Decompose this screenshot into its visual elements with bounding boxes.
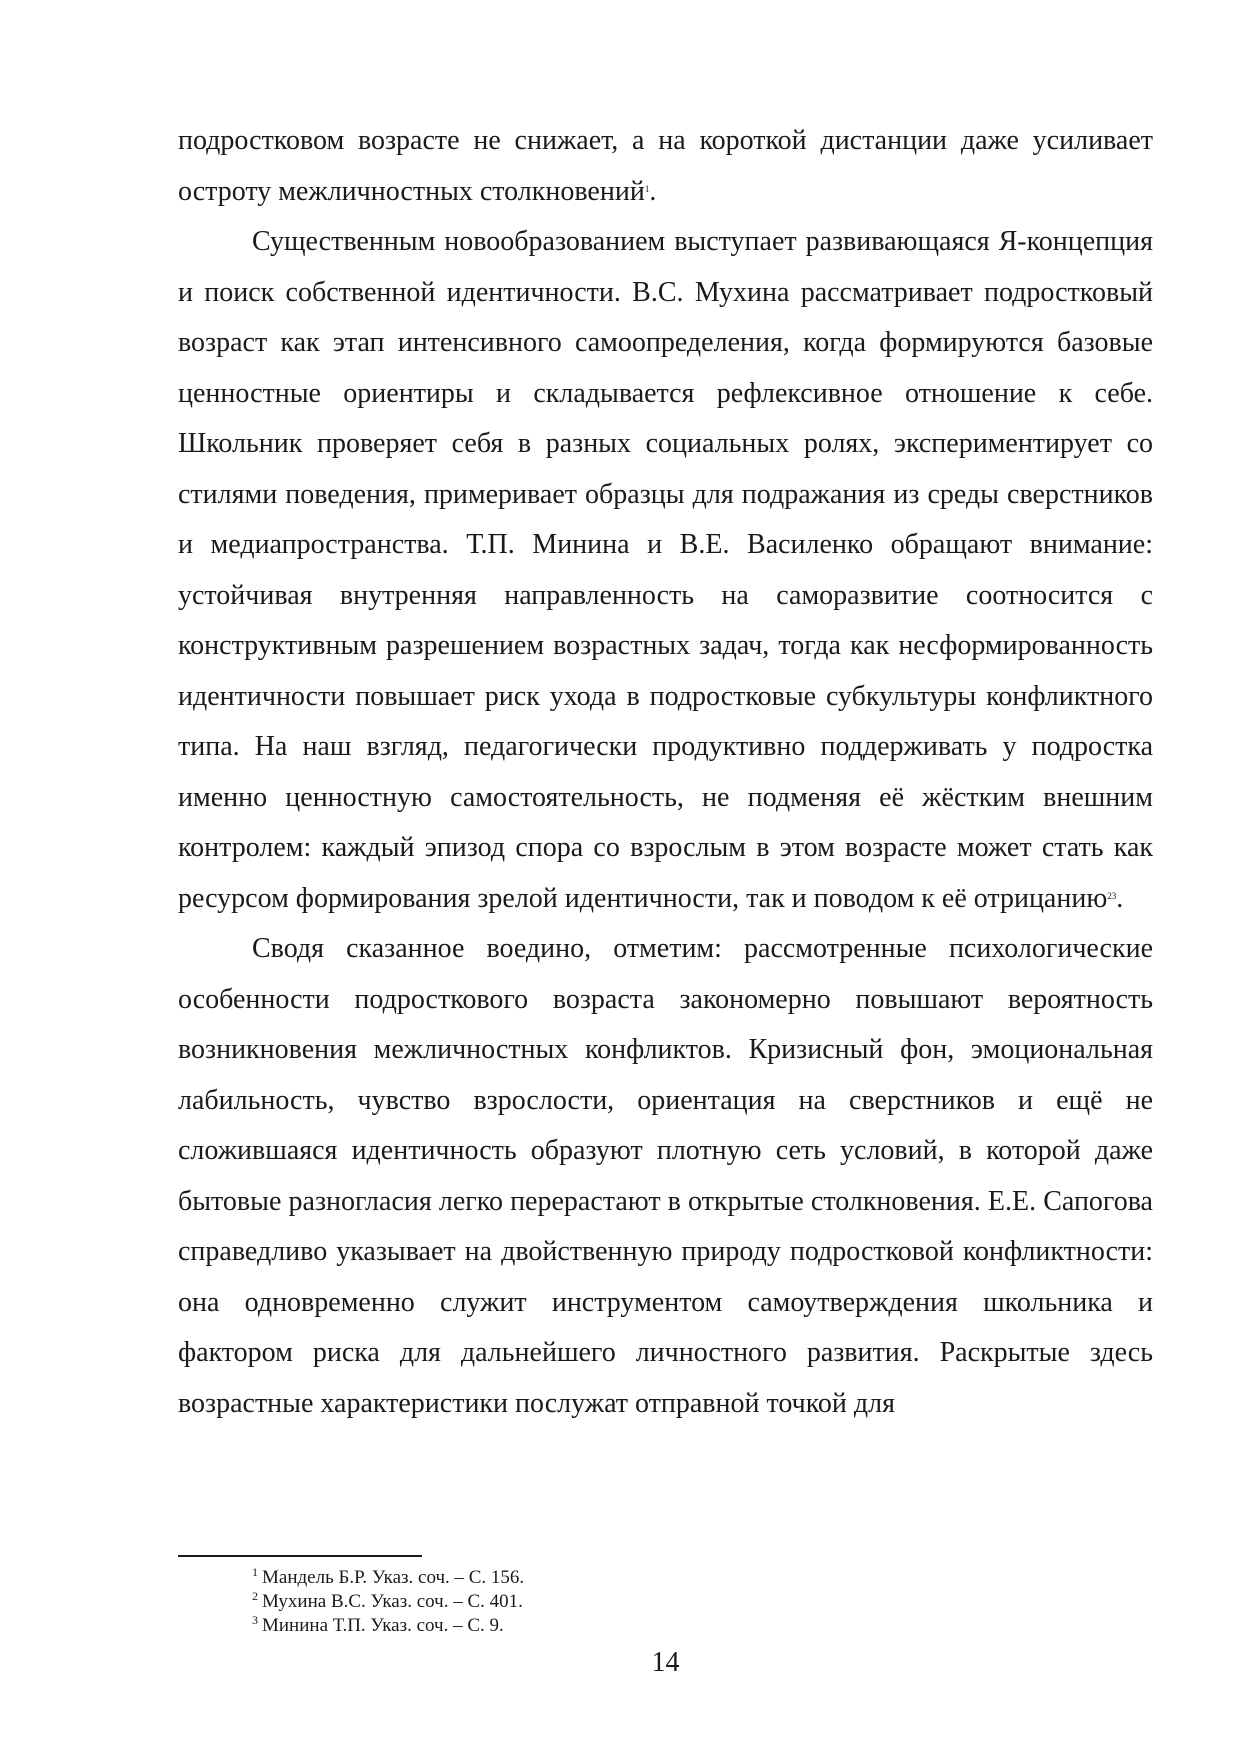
footnote-reference-23: 23 [1107,890,1117,901]
paragraph-1 [178,116,1153,217]
paragraph-2-text: Существенным новообразованием выступает развивающаяся Я-концепция и поиск собственной идентичности. В.С. Мухина рассматривает подростковый возраст как этап интенсивного самоопределения, когда формируются базовые ценностные ориентиры и складывается рефлексивное отношение к себе. Школьник проверяет себя в разных социальных ролях, экспериментирует со стилями поведения, примеривает образцы для подражания из среды сверстников и медиапространства. Т.П. Минина и В.Е. Василенко обращают внимание: устойчивая внутренняя направленность на саморазвитие соотносится с конструктивным разрешением возрастных задач, тогда как несформированность идентичности повышает риск ухода в подростковые субкультуры конфликтного типа. На наш взгляд, педагогически продуктивно поддерживать у подростка именно ценностную самостоятельность, не подменяя её жёстким внешним контролем: каждый эпизод спора со взрослым в этом возрасте может стать как ресурсом формирования зрелой идентичности, так и поводом к её отрицанию [178,226,1153,914]
page-number: 14 [651,1647,680,1678]
paragraph-2 [178,217,1153,924]
body-text [178,116,1153,1429]
footnote-1-number: 1 [252,1565,258,1580]
footnotes [252,1566,1052,1638]
footnote-3-number: 3 [252,1613,258,1628]
paragraph-3 [178,924,1153,1429]
footnote-2 [252,1590,1052,1614]
footnote-separator [178,1555,422,1557]
paragraph-1-text: подростковом возрасте не снижает, а на короткой дистанции даже усиливает остроту межличностных столкновений [178,125,1153,207]
paragraph-3-text: Сводя сказанное воедино, отметим: рассмотренные психологические особенности подросткового возраста закономерно повышают вероятность возникновения межличностных конфликтов. Кризисный фон, эмоциональная лабильность, чувство взрослости, ориентация на сверстников и ещё не сложившаяся идентичность образуют плотную сеть условий, в которой даже бытовые разногласия легко перерастают в открытые столкновения. Е.Е. Сапогова справедливо указывает на двойственную природу подростковой конфликтности: она одновременно служит инструментом самоутверждения школьника и фактором риска для дальнейшего личностного развития. Раскрытые здесь возрастные характеристики послужат отправной точкой для [178,933,1153,1419]
footnote-3 [252,1614,1052,1638]
footnote-2-number: 2 [252,1589,258,1604]
footnote-1-text: Мандель Б.Р. Указ. соч. – С. 156. [262,1567,525,1588]
footnote-reference-1: 1 [644,183,650,194]
footnote-3-text: Минина Т.П. Указ. соч. – С. 9. [262,1615,504,1636]
footnote-2-text: Мухина В.С. Указ. соч. – С. 401. [262,1591,523,1612]
footnote-1 [252,1566,1052,1590]
paragraph-2-end: . [1116,882,1124,914]
paragraph-1-end: . [649,175,657,207]
